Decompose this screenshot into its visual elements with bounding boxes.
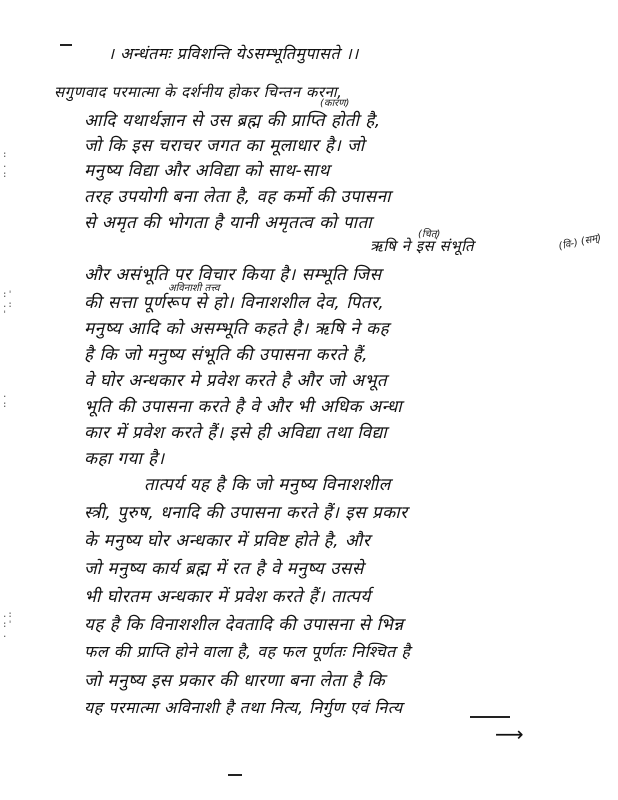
- text-line: भूति की उपासना करते है वे और भी अधिक अन्धा: [84, 397, 403, 417]
- text-line: कहा गया है।: [84, 449, 165, 469]
- underline-mark: [470, 716, 510, 718]
- margin-scan-marks: :' .: ': [2, 290, 13, 320]
- text-line: मनुष्य आदि को असम्भूति कहते है। ऋषि ने कह: [84, 319, 390, 339]
- text-line: जो कि इस चराचर जगत का मूलाधार है। जो: [84, 136, 365, 156]
- text-line: स्त्री, पुरुष, धनादि की उपासना करते हैं। इस प्रकार: [84, 503, 408, 523]
- text-line: कार में प्रवेश करते हैं। इसे ही अविद्या तथा विद्या: [84, 423, 388, 443]
- text-line: सगुणवाद परमात्मा के दर्शनीय होकर चिन्तन करना,: [54, 83, 343, 101]
- annotation-side-note: (वि-) (सम्): [557, 232, 603, 253]
- margin-scan-marks: . :: [2, 390, 8, 410]
- text-line: मनुष्य विद्या और अविद्या को साथ-साथ: [84, 161, 330, 181]
- text-line: फल की प्राप्ति होने वाला है, वह फल पूर्णतः निश्चित है: [84, 642, 411, 661]
- text-line: आदि यथार्थज्ञान से उस ब्रह्म की प्राप्ति होती है,: [84, 111, 381, 131]
- top-dash-mark: [60, 44, 72, 46]
- text-line: यह है कि विनाशशील देवतादि की उपासना से भिन्न: [84, 615, 404, 635]
- text-line: जो मनुष्य इस प्रकार की धारणा बना लेता है कि: [84, 671, 386, 691]
- text-line: जो मनुष्य कार्य ब्रह्म में रत है वे मनुष्य उससे: [84, 559, 364, 579]
- text-line: है कि जो मनुष्य संभूति की उपासना करते हैं,: [84, 345, 369, 365]
- margin-scan-marks: : . :: [2, 150, 8, 180]
- continuation-arrow-icon: ⟶: [495, 722, 524, 746]
- margin-scan-marks: .: :' .: [2, 610, 13, 640]
- text-line: भी घोरतम अन्धकार में प्रवेश करते हैं। तात्पर्य: [84, 587, 371, 607]
- annotation-above-brahma: (कारण): [320, 98, 350, 109]
- text-line: तरह उपयोगी बना लेता है, वह कर्मो की उपासना: [84, 187, 391, 207]
- text-line: ऋषि ने इस संभूति: [370, 237, 475, 255]
- text-line: की सत्ता पूर्णरूप से हो। विनाशशील देव, पितर,: [84, 293, 385, 313]
- text-line: और असंभूति पर विचार किया है। सम्भूति जिस: [84, 265, 382, 285]
- text-line: के मनुष्य घोर अन्धकार में प्रविष्ट होते है, और: [84, 531, 371, 551]
- page-heading: । अन्धंतमः प्रविशन्ति येऽसम्भूतिमुपासते ।।: [108, 44, 359, 63]
- annotation-above-purnarup: अविनाशी तत्त्व: [168, 283, 220, 294]
- text-line: तात्पर्य यह है कि जो मनुष्य विनाशशील: [144, 475, 391, 495]
- text-line: वे घोर अन्धकार मे प्रवेश करते है और जो अभूत: [84, 371, 388, 391]
- annotation-above-iss: (चित्): [418, 229, 441, 240]
- bottom-dash-mark: [228, 774, 242, 776]
- text-line: यह परमात्मा अविनाशी है तथा नित्य, निर्गुण एवं नित्य: [84, 698, 403, 717]
- text-line: से अमृत की भोगता है यानी अमृतत्व को पाता: [84, 213, 373, 233]
